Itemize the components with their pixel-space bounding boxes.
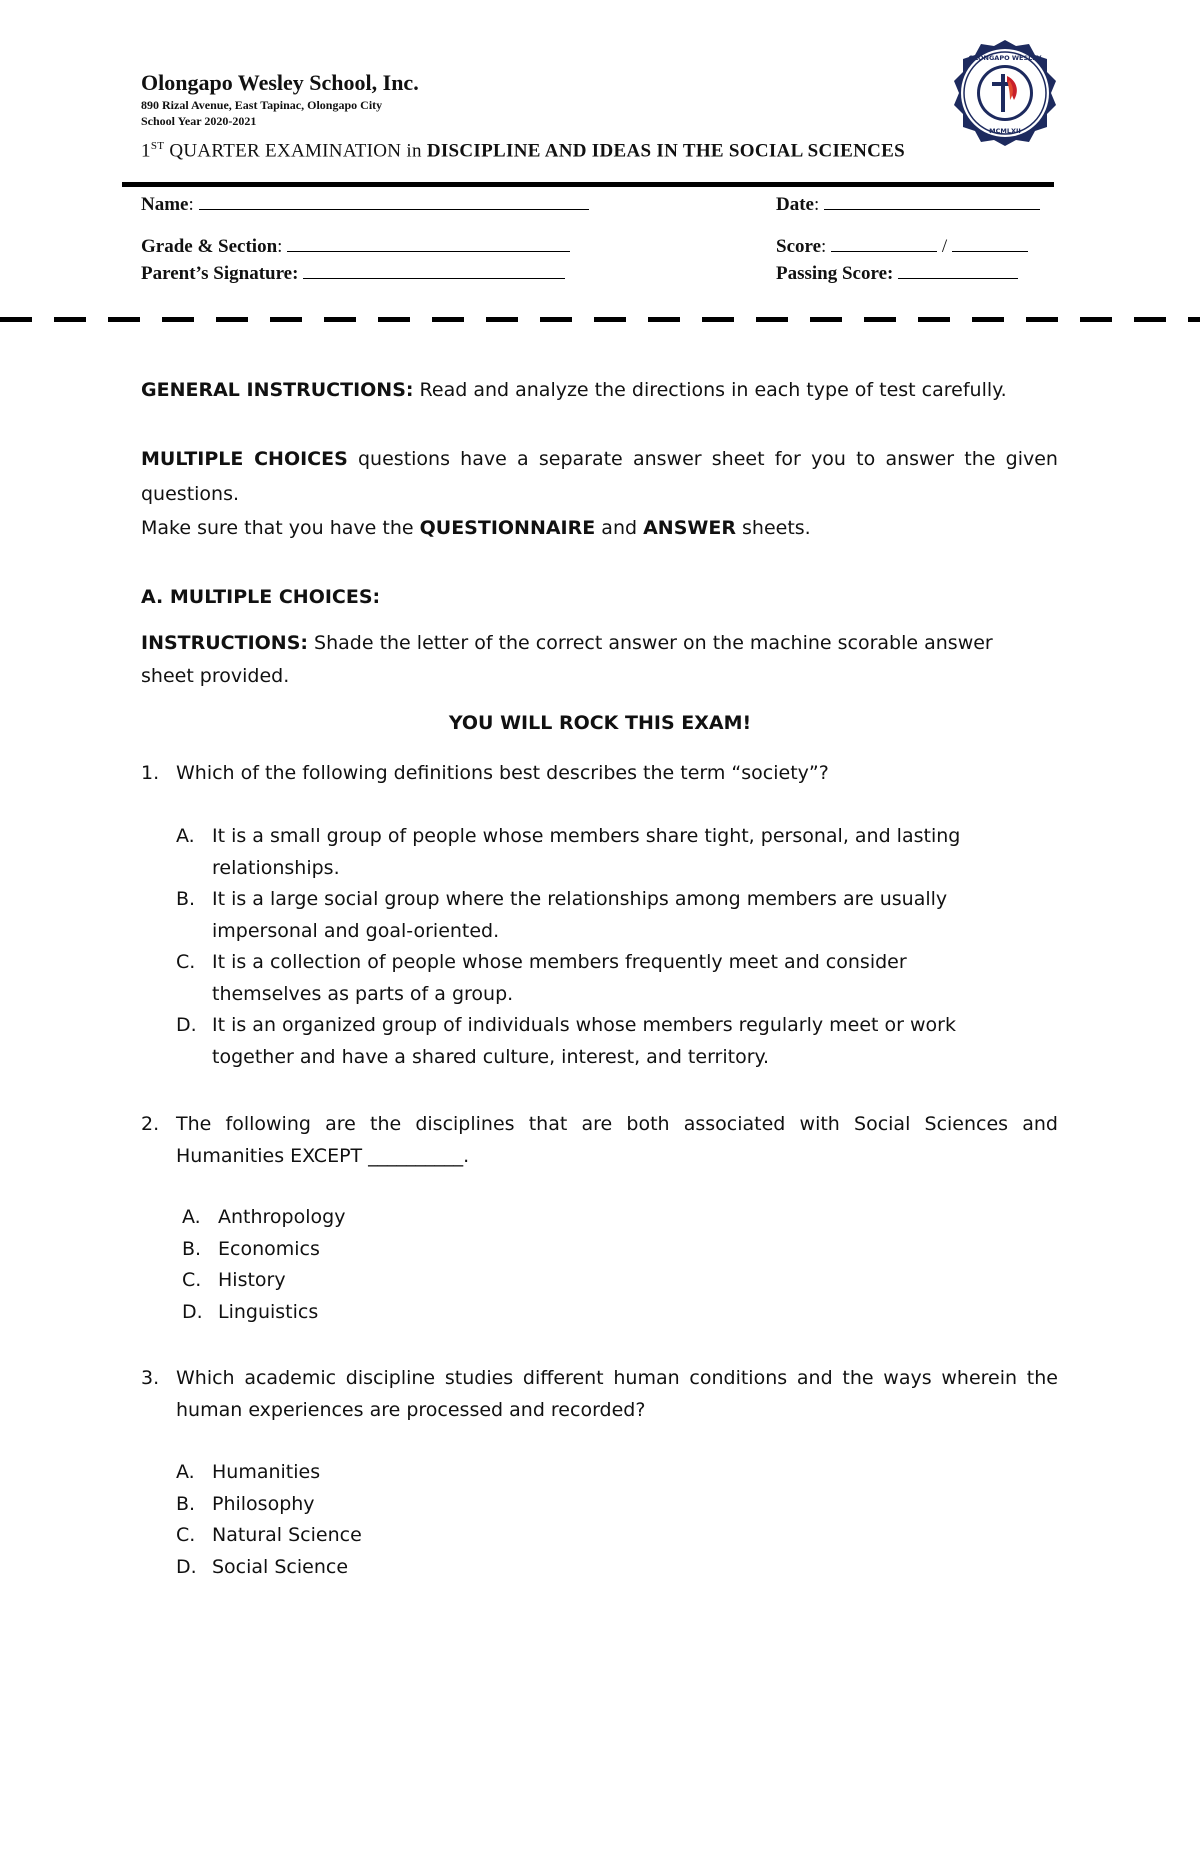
option-text: Humanities bbox=[212, 1461, 321, 1483]
option-text: It is a small group of people whose members share tight, personal, and lasting relationships. bbox=[212, 825, 961, 879]
name-line[interactable] bbox=[199, 193, 589, 210]
option[interactable] bbox=[182, 1202, 782, 1234]
school-address: 890 Rizal Avenue, East Tapinac, Olongapo City bbox=[141, 98, 383, 112]
option[interactable] bbox=[182, 1297, 782, 1329]
exam-ordinal: 1 bbox=[141, 140, 151, 162]
sheets-note-answer: ANSWER bbox=[643, 517, 736, 539]
question-number: 3. bbox=[141, 1367, 160, 1389]
sheets-note bbox=[141, 511, 1058, 546]
option[interactable] bbox=[182, 1234, 782, 1266]
date-label: Date bbox=[776, 194, 814, 215]
grade-section-line[interactable] bbox=[287, 235, 570, 252]
name-label: Name bbox=[141, 194, 189, 215]
option[interactable] bbox=[176, 1457, 776, 1489]
svg-text:OLONGAPO WESLEY: OLONGAPO WESLEY bbox=[968, 54, 1042, 62]
option-text: Anthropology bbox=[218, 1206, 346, 1228]
option-letter: D. bbox=[176, 1014, 197, 1036]
question-text: The following are the disciplines that are both associated with Social Sciences and Humanities EXCEPT __________. bbox=[176, 1113, 1058, 1167]
mc-note bbox=[141, 442, 1058, 512]
sheets-note-and: and bbox=[601, 517, 638, 539]
option-text: History bbox=[218, 1269, 286, 1291]
section-a-instructions bbox=[141, 627, 1021, 693]
option-letter: A. bbox=[182, 1206, 201, 1228]
date-line[interactable] bbox=[824, 193, 1040, 210]
general-instructions-text: Read and analyze the directions in each type of test carefully. bbox=[419, 379, 1007, 401]
general-instructions-label: GENERAL INSTRUCTIONS: bbox=[141, 379, 414, 401]
option[interactable] bbox=[176, 1520, 776, 1552]
option-text: Economics bbox=[218, 1237, 320, 1260]
option-letter: A. bbox=[176, 825, 195, 847]
sheets-note-post: sheets. bbox=[742, 517, 811, 539]
passing-score-field[interactable] bbox=[776, 262, 1018, 285]
mc-note-text: questions have a separate answer sheet for you to answer the given questions. bbox=[141, 448, 1058, 505]
date-field[interactable]: Date: bbox=[776, 193, 1040, 216]
score-label: Score bbox=[776, 236, 822, 257]
school-seal-logo bbox=[950, 38, 1060, 148]
general-instructions bbox=[141, 373, 1058, 408]
name-field[interactable]: Name: bbox=[141, 193, 589, 216]
score-separator: / bbox=[941, 236, 948, 257]
question-1 bbox=[141, 757, 1058, 789]
score-field[interactable]: Score: / bbox=[776, 235, 1028, 258]
grade-section-field[interactable]: Grade & Section: bbox=[141, 235, 570, 258]
question-3 bbox=[141, 1362, 1058, 1426]
option-text: Natural Science bbox=[212, 1524, 362, 1546]
grade-section-label: Grade & Section bbox=[141, 236, 278, 257]
option-letter: B. bbox=[182, 1237, 202, 1260]
option[interactable] bbox=[176, 821, 1006, 884]
option-text: It is a large social group where the relationships among members are usually impersonal and goal-oriented. bbox=[212, 888, 948, 942]
option[interactable] bbox=[176, 1010, 1006, 1073]
option-text: Social Science bbox=[212, 1555, 349, 1578]
question-2-options bbox=[182, 1202, 782, 1328]
section-a-instructions-text: Shade the letter of the correct answer on the machine scorable answer sheet provided. bbox=[141, 632, 993, 687]
option[interactable] bbox=[176, 1489, 776, 1521]
exam-motto: YOU WILL ROCK THIS EXAM! bbox=[448, 712, 752, 734]
option[interactable] bbox=[182, 1265, 782, 1297]
svg-text:MCMLXII: MCMLXII bbox=[989, 127, 1021, 135]
option-letter: B. bbox=[176, 888, 196, 910]
passing-score-line[interactable] bbox=[898, 262, 1018, 279]
score-line[interactable] bbox=[831, 235, 937, 252]
question-3-options bbox=[176, 1457, 776, 1583]
question-text: Which academic discipline studies different human conditions and the ways wherein the human experiences are processed and recorded? bbox=[176, 1367, 1058, 1421]
option-text: It is an organized group of individuals whose members regularly meet or work together and have a shared culture, interest, and territory. bbox=[212, 1014, 956, 1068]
option[interactable] bbox=[176, 884, 1006, 947]
parent-signature-line[interactable] bbox=[303, 262, 565, 279]
question-number: 2. bbox=[141, 1113, 160, 1135]
cut-dashed-line bbox=[0, 317, 1200, 322]
passing-score-label: Passing Score: bbox=[776, 263, 894, 284]
question-text: Which of the following definitions best describes the term “society”? bbox=[176, 762, 829, 784]
option[interactable] bbox=[176, 1552, 776, 1584]
mc-note-label: MULTIPLE CHOICES bbox=[141, 448, 348, 470]
option-letter: C. bbox=[182, 1269, 202, 1291]
option-letter: A. bbox=[176, 1461, 195, 1483]
question-1-options bbox=[176, 821, 1006, 1073]
option-letter: D. bbox=[182, 1300, 203, 1323]
sheets-note-pre: Make sure that you have the bbox=[141, 517, 414, 539]
exam-prefix: QUARTER EXAMINATION in bbox=[169, 140, 422, 162]
question-number: 1. bbox=[141, 762, 160, 784]
exam-ordinal-suffix: ST bbox=[150, 140, 165, 152]
option-letter: D. bbox=[176, 1555, 197, 1578]
option-letter: B. bbox=[176, 1492, 196, 1515]
option-text: Linguistics bbox=[218, 1300, 319, 1323]
option-text: Philosophy bbox=[212, 1492, 315, 1515]
school-year: School Year 2020-2021 bbox=[141, 114, 257, 128]
question-2 bbox=[141, 1108, 1058, 1172]
exam-title bbox=[141, 140, 905, 162]
parent-signature-field[interactable] bbox=[141, 262, 565, 285]
option-text: It is a collection of people whose members frequently meet and consider themselves as parts of a group. bbox=[212, 951, 907, 1005]
parent-signature-label: Parent’s Signature: bbox=[141, 263, 299, 284]
section-a-instructions-label: INSTRUCTIONS: bbox=[141, 632, 308, 654]
exam-subject: DISCIPLINE AND IDEAS IN THE SOCIAL SCIENCES bbox=[426, 140, 906, 162]
option-letter: C. bbox=[176, 1524, 196, 1546]
sheets-note-questionnaire: QUESTIONNAIRE bbox=[419, 517, 596, 539]
section-a-title: A. MULTIPLE CHOICES: bbox=[141, 586, 381, 608]
header-rule bbox=[122, 182, 1054, 187]
option-letter: C. bbox=[176, 951, 196, 973]
school-name: Olongapo Wesley School, Inc. bbox=[141, 70, 419, 95]
score-total-line[interactable] bbox=[952, 235, 1028, 252]
option[interactable] bbox=[176, 947, 1006, 1010]
